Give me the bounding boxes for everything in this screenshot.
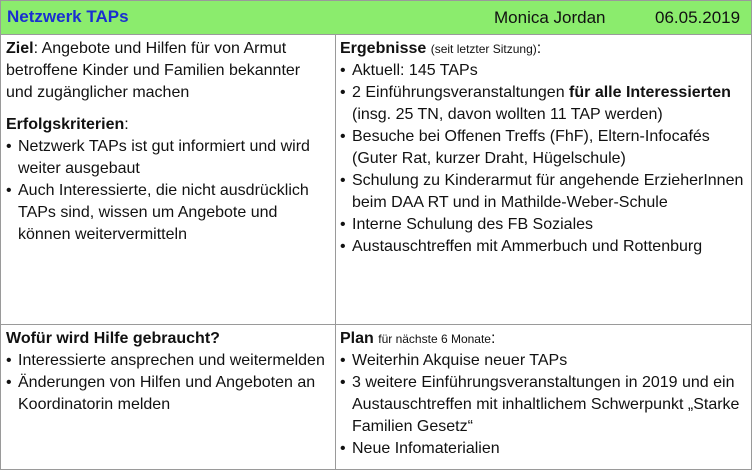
goal-paragraph: Ziel: Angebote und Hilfen für von Armut betroffene Kinder und Familien bekannter und zugänglicher machen	[6, 40, 301, 101]
help-label: Wofür wird Hilfe gebraucht?	[6, 330, 220, 347]
help-cell	[0, 325, 336, 470]
plan-heading: Plan für nächste 6 Monate:	[340, 330, 496, 347]
results-note: (seit letzter Sitzung)	[430, 42, 537, 56]
criteria-list	[6, 136, 331, 246]
plan-item: • 3 weitere Einführungsveranstaltungen in 2019 und ein Austauschtreffen mit inhaltlichem Schwerpunkt „Starke Familien Gesetz“	[340, 372, 747, 438]
plan-item: • Weiterhin Akquise neuer TAPs	[340, 350, 747, 372]
goal-cell	[0, 35, 336, 325]
criteria-item: • Netzwerk TAPs ist gut informiert und wird weiter ausgebaut	[6, 136, 331, 180]
results-item: • Interne Schulung des FB Soziales	[340, 214, 747, 236]
results-item: • Besuche bei Offenen Treffs (FhF), Eltern-Infocafés (Guter Rat, kurzer Draht, Hügelschule)	[340, 126, 747, 170]
results-heading: Ergebnisse (seit letzter Sitzung):	[340, 40, 542, 57]
results-item	[340, 82, 747, 126]
plan-item: • Neue Infomaterialien	[340, 438, 747, 460]
content-grid	[0, 35, 752, 470]
results-item-pre: 2 Einführungsveranstaltungen	[352, 84, 570, 101]
help-item: • Interessierte ansprechen und weitermelden	[6, 350, 331, 372]
date-label: 06.05.2019	[655, 8, 741, 27]
help-list	[6, 350, 331, 416]
criteria-heading: Erfolgskriterien:	[6, 116, 129, 133]
results-list	[340, 60, 747, 258]
plan-list	[340, 350, 747, 460]
results-item: • Austauschtreffen mit Ammerbuch und Rottenburg	[340, 236, 747, 258]
header-bar	[0, 0, 752, 35]
page-title: Netzwerk TAPs	[7, 7, 129, 26]
results-item-bold: für alle Interessierten	[569, 84, 731, 101]
results-item: • Aktuell: 145 TAPs	[340, 60, 747, 82]
results-label: Ergebnisse	[340, 40, 427, 57]
goal-label: Ziel	[6, 40, 34, 57]
results-cell	[336, 35, 752, 325]
plan-label: Plan	[340, 330, 374, 347]
plan-note: für nächste 6 Monate	[378, 332, 491, 346]
criteria-item: • Auch Interessierte, die nicht ausdrücklich TAPs sind, wissen um Angebote und können weitervermitteln	[6, 180, 331, 246]
criteria-label: Erfolgskriterien	[6, 116, 125, 133]
results-item-post: (insg. 25 TN, davon wollten 11 TAP werden)	[352, 106, 663, 123]
help-item: • Änderungen von Hilfen und Angeboten an Koordinatorin melden	[6, 372, 331, 416]
results-item: • Schulung zu Kinderarmut für angehende ErzieherInnen beim DAA RT und in Mathilde-Weber-Schule	[340, 170, 747, 214]
plan-cell	[336, 325, 752, 470]
author-name: Monica Jordan	[494, 8, 606, 27]
goal-text: Angebote und Hilfen für von Armut betroffene Kinder und Familien bekannter und zugänglicher machen	[6, 40, 301, 101]
